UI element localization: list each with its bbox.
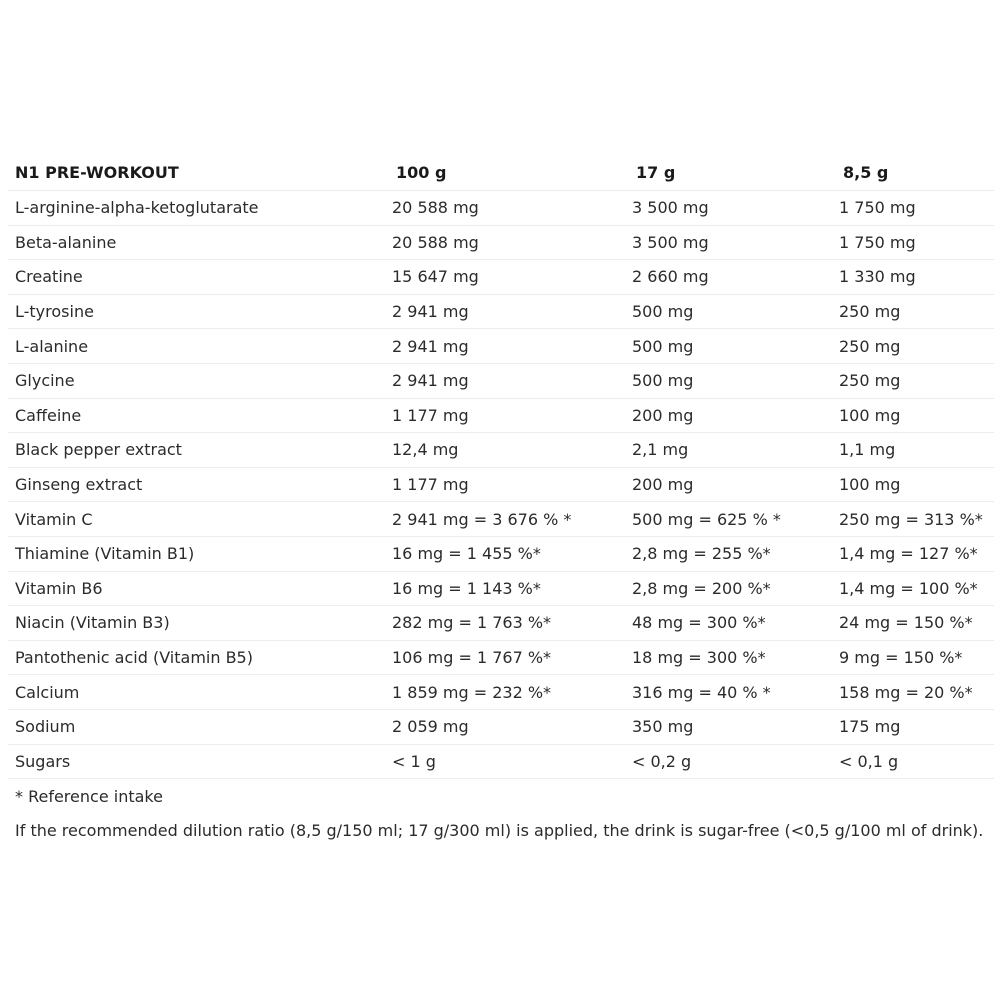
- table-row: [8, 675, 994, 710]
- value-8-5g: 100 mg: [839, 475, 901, 495]
- value-8-5g: 250 mg = 313 %*: [839, 509, 983, 529]
- ingredient-name: Vitamin C: [15, 509, 93, 529]
- value-17g: 500 mg: [632, 371, 694, 391]
- value-17g: 2,8 mg = 200 %*: [632, 578, 771, 598]
- table-row: [8, 295, 994, 330]
- value-8-5g: 24 mg = 150 %*: [839, 613, 973, 633]
- value-100g: 20 588 mg: [392, 198, 479, 218]
- value-8-5g: 9 mg = 150 %*: [839, 648, 963, 668]
- value-8-5g: 1 750 mg: [839, 198, 916, 218]
- ingredient-name: Glycine: [15, 371, 75, 391]
- value-8-5g: 250 mg: [839, 336, 901, 356]
- ingredient-name: Niacin (Vitamin B3): [15, 613, 170, 633]
- value-100g: 15 647 mg: [392, 267, 479, 287]
- ingredient-name: Pantothenic acid (Vitamin B5): [15, 648, 253, 668]
- table-row: [8, 329, 994, 364]
- table-row: [8, 745, 994, 780]
- value-8-5g: 175 mg: [839, 717, 901, 737]
- table-header-row: [8, 154, 994, 191]
- ingredient-name: Sodium: [15, 717, 76, 737]
- value-100g: 16 mg = 1 455 %*: [392, 544, 541, 564]
- table-row: [8, 364, 994, 399]
- value-100g: 16 mg = 1 143 %*: [392, 578, 541, 598]
- table-row: [8, 468, 994, 503]
- value-17g: 200 mg: [632, 475, 694, 495]
- value-8-5g: < 0,1 g: [839, 751, 899, 771]
- table-row: [8, 641, 994, 676]
- value-8-5g: 1,4 mg = 100 %*: [839, 578, 978, 598]
- value-100g: 2 941 mg: [392, 302, 469, 322]
- value-17g: 2,8 mg = 255 %*: [632, 544, 771, 564]
- value-17g: 500 mg: [632, 302, 694, 322]
- dilution-footnote-row: [8, 814, 994, 849]
- value-100g: 2 941 mg = 3 676 % *: [392, 509, 572, 529]
- table-body: [8, 191, 994, 779]
- table-row: [8, 572, 994, 607]
- value-17g: 2,1 mg: [632, 440, 689, 460]
- table-row: [8, 606, 994, 641]
- ingredient-name: L-arginine-alpha-ketoglutarate: [15, 198, 259, 218]
- column-header-100g: 100 g: [396, 162, 447, 182]
- reference-footnote-row: [8, 779, 994, 814]
- ingredient-name: Calcium: [15, 682, 80, 702]
- value-100g: 12,4 mg: [392, 440, 459, 460]
- value-17g: 2 660 mg: [632, 267, 709, 287]
- value-8-5g: 1 330 mg: [839, 267, 916, 287]
- ingredient-name: Beta-alanine: [15, 232, 117, 252]
- ingredient-name: Black pepper extract: [15, 440, 182, 460]
- ingredient-name: L-alanine: [15, 336, 89, 356]
- table-row: [8, 399, 994, 434]
- product-name-header: N1 PRE-WORKOUT: [15, 162, 179, 182]
- column-header-17g: 17 g: [636, 162, 676, 182]
- value-17g: 3 500 mg: [632, 232, 709, 252]
- value-17g: < 0,2 g: [632, 751, 692, 771]
- dilution-footnote: If the recommended dilution ratio (8,5 g/150 ml; 17 g/300 ml) is applied, the drink is sugar-free (<0,5 g/100 ml of drink).: [15, 821, 984, 841]
- value-8-5g: 158 mg = 20 %*: [839, 682, 973, 702]
- ingredient-name: L-tyrosine: [15, 302, 94, 322]
- value-17g: 3 500 mg: [632, 198, 709, 218]
- ingredient-name: Thiamine (Vitamin B1): [15, 544, 195, 564]
- value-100g: 1 177 mg: [392, 405, 469, 425]
- nutrition-table: [8, 154, 994, 848]
- table-row: [8, 710, 994, 745]
- ingredient-name: Creatine: [15, 267, 83, 287]
- value-17g: 316 mg = 40 % *: [632, 682, 771, 702]
- ingredient-name: Caffeine: [15, 405, 82, 425]
- table-row: [8, 260, 994, 295]
- value-8-5g: 100 mg: [839, 405, 901, 425]
- value-100g: 20 588 mg: [392, 232, 479, 252]
- value-100g: < 1 g: [392, 751, 436, 771]
- table-row: [8, 226, 994, 261]
- value-100g: 1 177 mg: [392, 475, 469, 495]
- value-17g: 18 mg = 300 %*: [632, 648, 766, 668]
- ingredient-name: Ginseng extract: [15, 475, 143, 495]
- value-17g: 500 mg: [632, 336, 694, 356]
- value-17g: 48 mg = 300 %*: [632, 613, 766, 633]
- value-8-5g: 1,4 mg = 127 %*: [839, 544, 978, 564]
- value-100g: 1 859 mg = 232 %*: [392, 682, 552, 702]
- table-row: [8, 537, 994, 572]
- value-100g: 106 mg = 1 767 %*: [392, 648, 552, 668]
- value-17g: 500 mg = 625 % *: [632, 509, 781, 529]
- column-header-8-5g: 8,5 g: [843, 162, 889, 182]
- value-8-5g: 1 750 mg: [839, 232, 916, 252]
- value-100g: 2 941 mg: [392, 371, 469, 391]
- reference-footnote: * Reference intake: [15, 786, 163, 806]
- value-8-5g: 250 mg: [839, 371, 901, 391]
- value-100g: 2 941 mg: [392, 336, 469, 356]
- value-17g: 350 mg: [632, 717, 694, 737]
- table-row: [8, 502, 994, 537]
- value-8-5g: 1,1 mg: [839, 440, 896, 460]
- value-8-5g: 250 mg: [839, 302, 901, 322]
- ingredient-name: Sugars: [15, 751, 71, 771]
- table-row: [8, 433, 994, 468]
- table-row: [8, 191, 994, 226]
- value-17g: 200 mg: [632, 405, 694, 425]
- ingredient-name: Vitamin B6: [15, 578, 103, 598]
- value-100g: 282 mg = 1 763 %*: [392, 613, 552, 633]
- value-100g: 2 059 mg: [392, 717, 469, 737]
